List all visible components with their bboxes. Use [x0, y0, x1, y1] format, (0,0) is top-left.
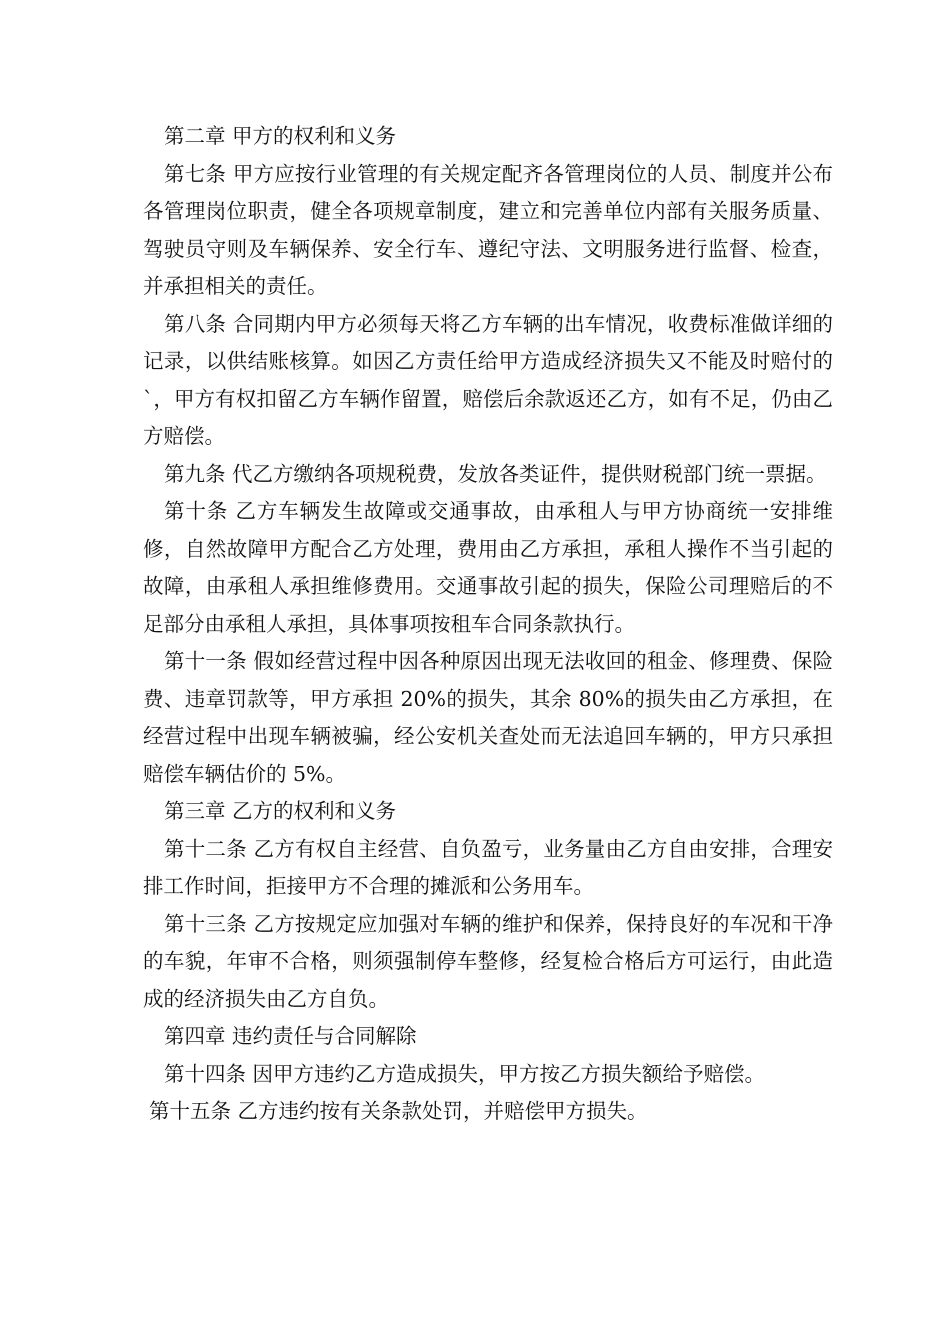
article-11: 第十一条 假如经营过程中因各种原因出现无法收回的租金、修理费、保险费、违章罚款等，甲方承担 20%的损失，其余 80%的损失由乙方承担，在经营过程中出现车辆被骗，经公安机关查处而无法追回车辆的，甲方只承担赔偿车辆估价的 5%。: [143, 649, 833, 786]
chapter-2-heading: 第二章 甲方的权利和义务: [164, 124, 397, 148]
article-9: 第九条 代乙方缴纳各项规税费，发放各类证件，提供财税部门统一票据。: [164, 461, 827, 486]
article-13: 第十三条 乙方按规定应加强对车辆的维护和保养，保持良好的车况和干净的车貌，年审不合格，则须强制停车整修，经复检合格后方可运行，由此造成的经济损失由乙方自负。: [143, 911, 833, 1011]
chapter-4-heading: 第四章 违约责任与合同解除: [164, 1024, 417, 1048]
article-10: 第十条 乙方车辆发生故障或交通事故，由承租人与甲方协商统一安排维修，自然故障甲方配合乙方处理，费用由乙方承担，承租人操作不当引起的故障，由承租人承担维修费用。交通事故引起的损失，保险公司理赔后的不足部分由承租人承担，具体事项按租车合同条款执行。: [143, 499, 833, 636]
article-8: 第八条 合同期内甲方必须每天将乙方车辆的出车情况，收费标准做详细的记录，以供结账核算。如因乙方责任给甲方造成经济损失又不能及时赔付的`，甲方有权扣留乙方车辆作留置，赔偿后余款返还乙方，如有不足，仍由乙方赔偿。: [143, 311, 833, 448]
article-12: 第十二条 乙方有权自主经营、自负盈亏，业务量由乙方自由安排，合理安排工作时间，拒接甲方不合理的摊派和公务用车。: [143, 836, 833, 898]
article-14: 第十四条 因甲方违约乙方造成损失，甲方按乙方损失额给予赔偿。: [164, 1061, 766, 1086]
chapter-3-heading: 第三章 乙方的权利和义务: [164, 799, 397, 823]
article-7: 第七条 甲方应按行业管理的有关规定配齐各管理岗位的人员、制度并公布各管理岗位职责，健全各项规章制度，建立和完善单位内部有关服务质量、驾驶员守则及车辆保养、安全行车、遵纪守法、文明服务进行监督、检查，并承担相关的责任。: [143, 161, 833, 298]
article-15: 第十五条 乙方违约按有关条款处罚，并赔偿甲方损失。: [149, 1099, 648, 1123]
document-body: [143, 118, 833, 1131]
